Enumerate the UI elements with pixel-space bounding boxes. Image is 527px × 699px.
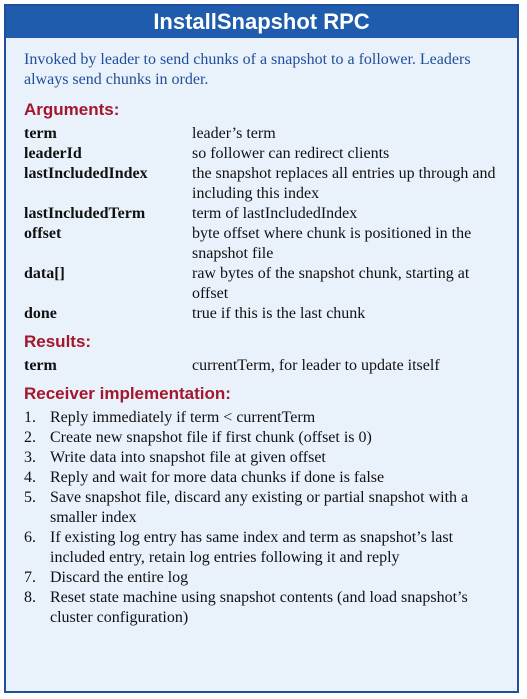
argument-name: lastIncludedTerm xyxy=(24,205,146,222)
step-number: 8. xyxy=(24,589,36,606)
step-text: Reply immediately if term < currentTerm xyxy=(50,409,316,426)
argument-desc: so follower can redirect clients xyxy=(192,145,390,162)
argument-row xyxy=(24,224,503,264)
receiver-step xyxy=(24,448,503,468)
step-text: Write data into snapshot file at given offset xyxy=(50,449,326,466)
rpc-card xyxy=(4,4,519,693)
argument-name: leaderId xyxy=(24,145,82,162)
step-number: 7. xyxy=(24,569,36,586)
step-number: 5. xyxy=(24,489,36,506)
argument-row xyxy=(24,164,503,204)
argument-row xyxy=(24,304,503,324)
argument-row xyxy=(24,144,503,164)
result-row xyxy=(24,356,503,376)
argument-row xyxy=(24,264,503,304)
argument-name: done xyxy=(24,305,57,322)
receiver-heading: Receiver implementation: xyxy=(24,384,231,403)
step-number: 4. xyxy=(24,469,36,486)
argument-name: data[] xyxy=(24,265,65,282)
step-text: Create new snapshot file if first chunk (offset is 0) xyxy=(50,429,372,446)
step-number: 1. xyxy=(24,409,36,426)
result-name: term xyxy=(24,357,57,374)
receiver-step xyxy=(24,588,503,628)
step-text: Reset state machine using snapshot contents (and load snapshot’s cluster configuration) xyxy=(50,589,468,626)
card-content xyxy=(6,38,517,628)
results-heading: Results: xyxy=(24,332,92,351)
receiver-step xyxy=(24,408,503,428)
result-desc: currentTerm, for leader to update itself xyxy=(192,357,440,374)
argument-desc: leader’s term xyxy=(192,125,276,142)
argument-row xyxy=(24,204,503,224)
receiver-steps xyxy=(24,408,503,628)
argument-name: term xyxy=(24,125,57,142)
step-text: Reply and wait for more data chunks if done is false xyxy=(50,469,385,486)
receiver-step xyxy=(24,488,503,528)
receiver-step xyxy=(24,528,503,568)
argument-row xyxy=(24,124,503,144)
step-number: 2. xyxy=(24,429,36,446)
arguments-list xyxy=(24,124,503,324)
receiver-step xyxy=(24,428,503,448)
argument-name: offset xyxy=(24,225,62,242)
receiver-step xyxy=(24,468,503,488)
argument-desc: true if this is the last chunk xyxy=(192,305,366,322)
arguments-heading: Arguments: xyxy=(24,100,120,119)
step-number: 6. xyxy=(24,529,36,546)
argument-desc: the snapshot replaces all entries up through and including this index xyxy=(192,165,496,202)
step-text: Save snapshot file, discard any existing or partial snapshot with a smaller index xyxy=(50,489,469,526)
step-text: If existing log entry has same index and term as snapshot’s last included entry, retain log entries following it and reply xyxy=(50,529,454,566)
step-number: 3. xyxy=(24,449,36,466)
argument-name: lastIncludedIndex xyxy=(24,165,148,182)
results-list xyxy=(24,356,503,376)
argument-desc: raw bytes of the snapshot chunk, starting at offset xyxy=(192,265,470,302)
argument-desc: term of lastIncludedIndex xyxy=(192,205,358,222)
step-text: Discard the entire log xyxy=(50,569,189,586)
intro-text: Invoked by leader to send chunks of a snapshot to a follower. Leaders always send chunks in order. xyxy=(24,51,471,88)
argument-desc: byte offset where chunk is positioned in the snapshot file xyxy=(192,225,472,262)
card-title: InstallSnapshot RPC xyxy=(6,6,517,38)
receiver-step xyxy=(24,568,503,588)
